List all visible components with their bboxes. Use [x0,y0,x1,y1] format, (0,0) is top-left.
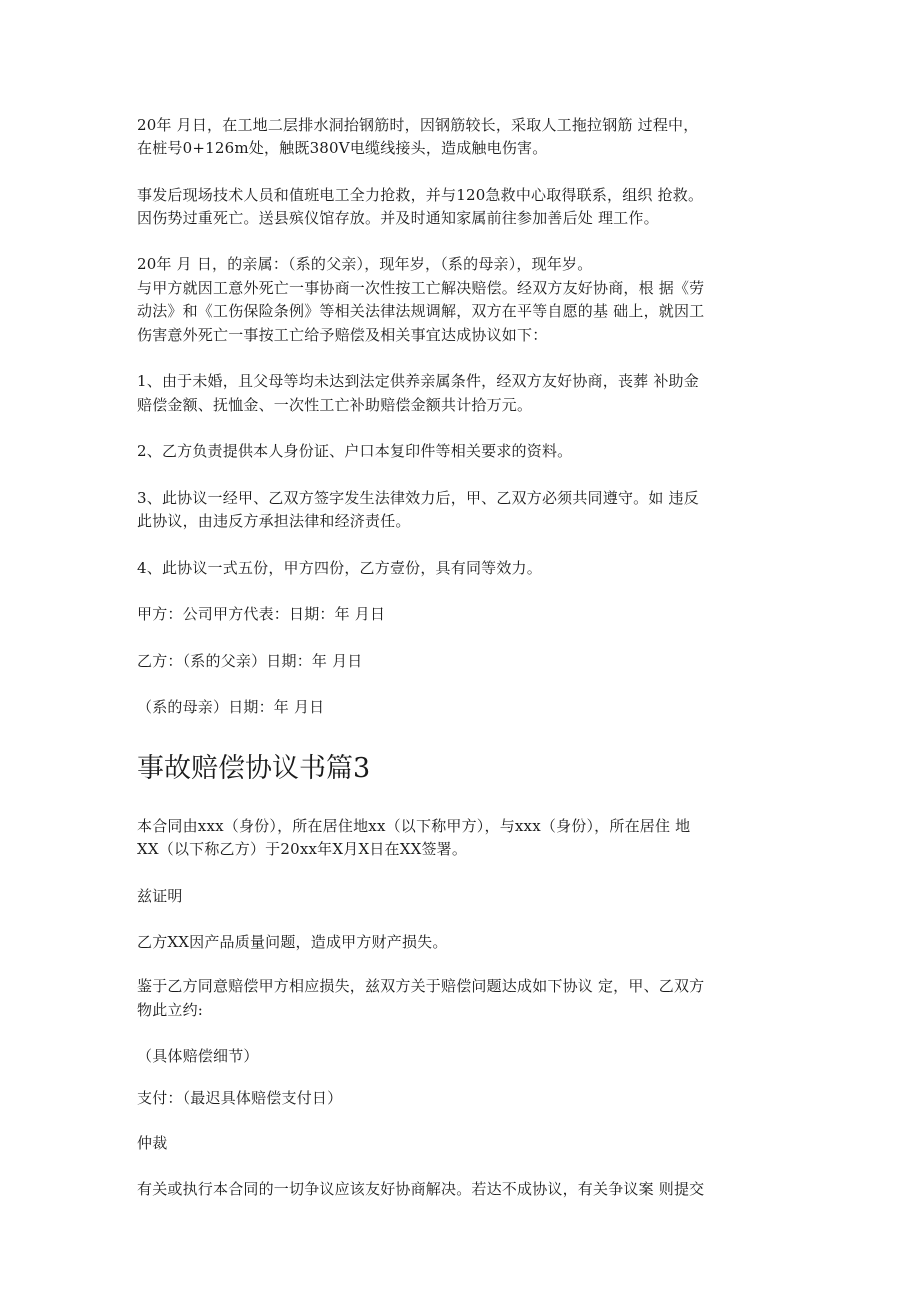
paragraph-line: XX（以下称乙方）于20xx年X月X日在XX签署。 [137,840,468,858]
paragraph-line: 动法》和《工伤保险条例》等相关法律法规调解，双方在平等自愿的基 础上，就因工 [137,302,705,320]
list-item-line: 2、乙方负责提供本人身份证、户口本复印件等相关要求的资料。 [137,442,573,460]
signature-line: 乙方：（系的父亲）日期：年 月日 [137,652,363,670]
list-item-line: 此协议，由违反方承担法律和经济责任。 [137,512,411,530]
paragraph-line: 物此立约: [137,1001,204,1019]
paragraph-line: 20年 月 日，的亲属：（系的父亲），现年岁，（系的母亲），现年岁。 [137,255,593,273]
paragraph-line: 兹证明 [137,887,183,905]
section-heading: 事故赔偿协议书篇3 [137,753,371,784]
signature-line: （系的母亲）日期：年 月日 [137,698,325,716]
list-item-line: 3、此协议一经甲、乙双方签字发生法律效力后，甲、乙双方必须共同遵守。如 违反 [137,489,699,507]
list-item-line: 赔偿金额、抚恤金、一次性工亡补助赔偿金额共计拾万元。 [137,396,533,414]
paragraph-line: 有关或执行本合同的一切争议应该友好协商解决。若达不成协议，有关争议案 则提交 [137,1180,705,1198]
paragraph-line: 20年 月日，在工地二层排水洞抬钢筋时，因钢筋较长，采取人工拖拉钢筋 过程中， [137,116,699,134]
paragraph-line: 与甲方就因工意外死亡一事协商一次性按工亡解决赔偿。经双方友好协商，根 据《劳 [137,279,705,297]
paragraph-line: 本合同由xxx（身份），所在居住地xx（以下称甲方），与xxx（身份），所在居住 地 [137,817,691,835]
paragraph-line: 因伤势过重死亡。送县殡仪馆存放。并及时通知家属前往参加善后处 理工作。 [137,209,659,227]
paragraph-line: （具体赔偿细节） [137,1047,259,1065]
paragraph-line: 在桩号0+126m处，触既380V电缆线接头，造成触电伤害。 [137,139,548,157]
paragraph-line: 事发后现场技术人员和值班电工全力抢救，并与120急救中心取得联系，组织 抢救。 [137,186,704,204]
signature-line: 甲方：公司甲方代表：日期：年 月日 [137,605,386,623]
paragraph-line: 乙方XX因产品质量问题，造成甲方财产损失。 [137,933,448,951]
paragraph-line: 鉴于乙方同意赔偿甲方相应损失，兹双方关于赔偿问题达成如下协议 定，甲、乙双方 [137,977,705,995]
paragraph-line: 支付：（最迟具体赔偿支付日） [137,1089,343,1107]
list-item-line: 1、由于未婚，且父母等均未达到法定供养亲属条件，经双方友好协商，丧葬 补助金 [137,372,699,390]
paragraph-line: 仲裁 [137,1134,168,1152]
list-item-line: 4、此协议一式五份，甲方四份，乙方壹份，具有同等效力。 [137,559,542,577]
paragraph-line: 伤害意外死亡一事按工亡给予赔偿及相关事宜达成协议如下： [137,326,548,344]
